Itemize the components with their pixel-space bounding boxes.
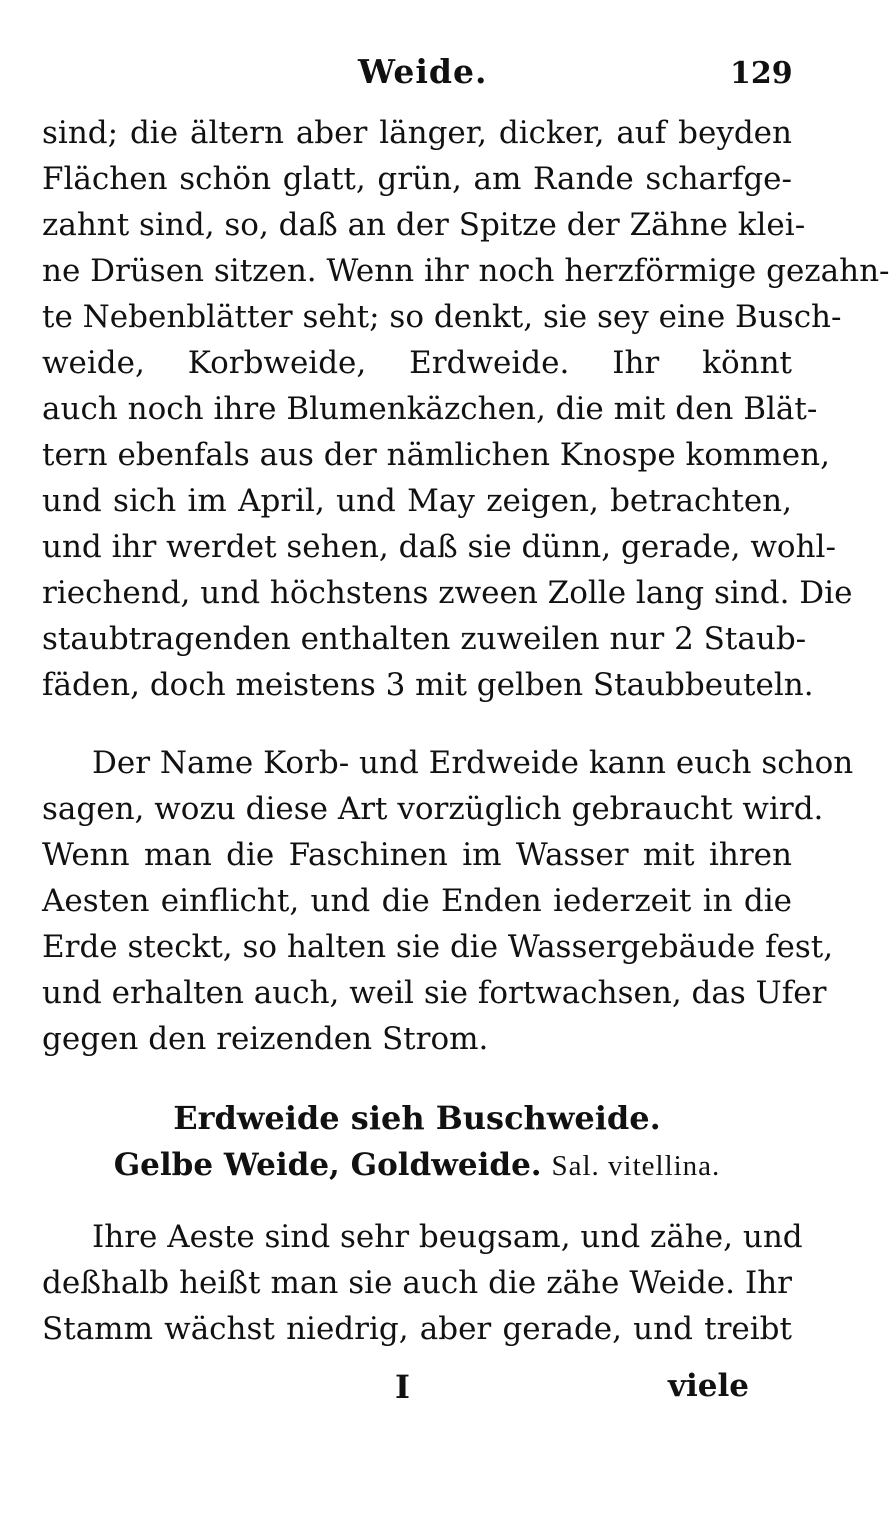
text-line: fäden, doch meistens 3 mit gelben Staubbeuteln. [42,667,814,703]
text-line: Der Name Korb- und Erdweide kann euch schon [92,745,854,781]
text-line: sind; die ältern aber länger, dicker, auf beyden [42,115,792,151]
body-text [42,110,890,1352]
text-line: riechend, und höchstens zween Zolle lang sind. Die [42,575,853,611]
text-line: und sich im April, und May zeigen, betrachten, [42,483,792,519]
text-line: Ihre Aeste sind sehr beugsam, und zähe, und [92,1219,803,1255]
paragraph-spacer [42,1188,792,1214]
text-line: auch noch ihre Blumenkäzchen, die mit den Blät- [42,391,818,427]
species-heading [42,1142,792,1188]
text-line: Erde steckt, so halten sie die Wassergebäude fest, [42,929,834,965]
signature-mark: I [395,1368,410,1406]
paragraph-uses [42,740,854,1062]
text-line: Flächen schön glatt, grün, am Rande scharfge- [42,161,792,197]
cross-reference-heading: Erdweide sieh Buschweide. [173,1099,661,1137]
text-line: deßhalb heißt man sie auch die zähe Weide. Ihr [42,1265,792,1301]
paragraph-leaf-description [42,110,890,708]
page-number: 129 [730,56,793,91]
page-footer [0,1368,830,1418]
catchword: viele [668,1368,750,1404]
running-title: Weide. [358,52,488,91]
text-line: zahnt sind, so, daß an der Spitze der Zähne klei- [42,207,806,243]
text-line: sagen, wozu diese Art vorzüglich gebraucht wird. [42,791,824,827]
text-line: Stamm wächst niedrig, aber gerade, und treibt [42,1311,792,1347]
text-line: tern ebenfals aus der nämlichen Knospe kommen, [42,437,830,473]
text-line: und ihr werdet sehen, daß sie dünn, gerade, wohl- [42,529,836,565]
species-latin-name: Sal. vitellina. [551,1150,721,1182]
paragraph-spacer [42,708,792,740]
species-common-name: Gelbe Weide, Goldweide. [113,1147,542,1183]
text-line: Aesten einflicht, und die Enden iederzeit in die [42,883,792,919]
text-line: gegen den reizenden Strom. [42,1021,489,1057]
text-line: und erhalten auch, weil sie fortwachsen, das Ufer [42,975,827,1011]
text-line: weide, Korbweide, Erdweide. Ihr könnt [42,345,792,381]
text-line: ne Drüsen sitzen. Wenn ihr noch herzförmige gezahn- [42,253,890,289]
text-line: staubtragenden enthalten zuweilen nur 2 Staub- [42,621,807,657]
paragraph-gelbe-weide [42,1214,803,1352]
running-head [0,52,830,102]
text-line: te Nebenblätter seht; so denkt, sie sey eine Busch- [42,299,842,335]
text-line: Wenn man die Faschinen im Wasser mit ihren [42,837,792,873]
paragraph-spacer [42,1062,792,1094]
